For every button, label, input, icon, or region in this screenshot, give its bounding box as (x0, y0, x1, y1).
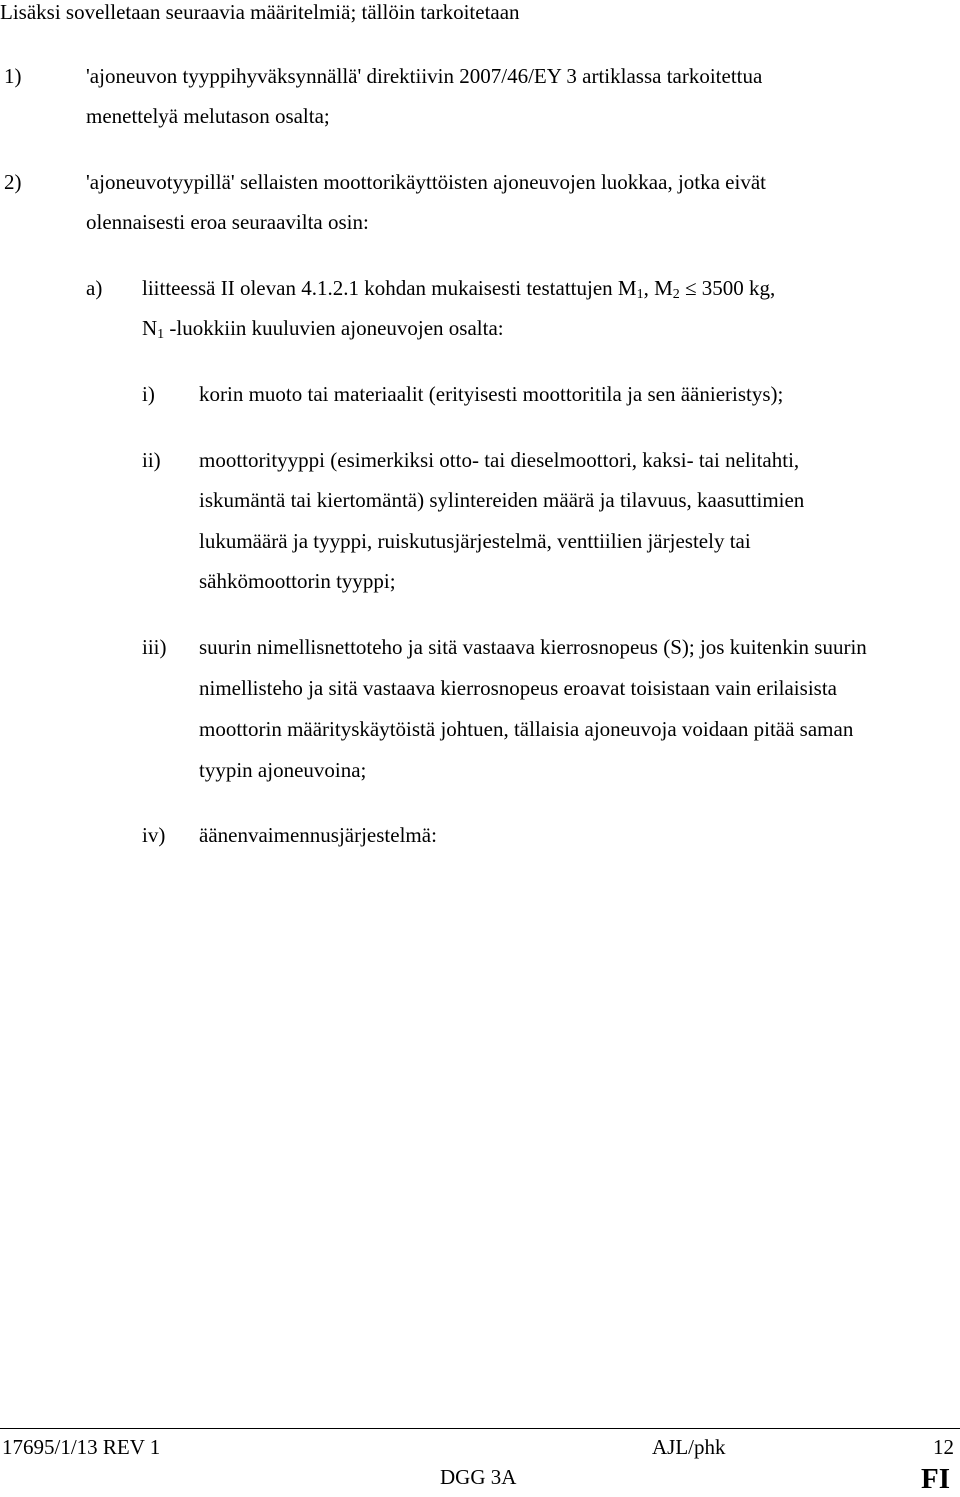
item-1-number: 1) (4, 64, 22, 88)
subitem-a-line-1 (142, 278, 775, 302)
footer-divider (0, 1428, 960, 1429)
subscript-3: 1 (157, 327, 165, 342)
subscript-1: 1 (636, 287, 644, 302)
point-ii-line-3: lukumäärä ja tyyppi, ruiskutusjärjestelmä, venttiilien järjestely tai (199, 529, 751, 553)
subitem-a-line-2 (142, 318, 504, 342)
item-2-line-2: olennaisesti eroa seuraavilta osin: (86, 210, 369, 234)
point-i-line-1: korin muoto tai materiaalit (erityisesti moottoritila ja sen äänieristys); (199, 382, 784, 406)
intro-paragraph: Lisäksi sovelletaan seuraavia määritelmiä; tällöin tarkoitetaan (0, 0, 520, 24)
point-ii-line-1: moottorityyppi (esimerkiksi otto- tai dieselmoottori, kaksi- tai nelitahti, (199, 448, 800, 472)
point-iii-line-2: nimellisteho ja sitä vastaava kierrosnopeus eroavat toisistaan vain erilaisista (199, 676, 837, 700)
footer-language: FI (921, 1463, 950, 1495)
point-iv-line-1: äänenvaimennusjärjestelmä: (199, 823, 437, 847)
subitem-a-letter: a) (86, 276, 103, 300)
point-iv-numeral: iv) (142, 823, 166, 847)
subitem-a-text-4: N (142, 316, 158, 340)
subitem-a-text-3: ≤ 3500 kg, (679, 276, 776, 300)
point-ii-line-4: sähkömoottorin tyyppi; (199, 569, 396, 593)
item-1-line-2: menettelyä melutason osalta; (86, 104, 330, 128)
subitem-a-text-5: -luokkiin kuuluvien ajoneuvojen osalta: (164, 316, 504, 340)
point-iii-line-4: tyypin ajoneuvoina; (199, 758, 367, 782)
subitem-a-text-2: , M (643, 276, 673, 300)
point-ii-numeral: ii) (142, 448, 161, 472)
item-2-number: 2) (4, 170, 22, 194)
subitem-a-text-1: liitteessä II olevan 4.1.2.1 kohdan mukaisesti testattujen M (142, 276, 637, 300)
item-2-line-1: 'ajoneuvotyypillä' sellaisten moottorikäyttöisten ajoneuvojen luokkaa, jotka eivät (86, 170, 766, 194)
point-ii-line-2: iskumäntä tai kiertomäntä) sylintereiden määrä ja tilavuus, kaasuttimien (199, 488, 805, 512)
point-iii-line-1: suurin nimellisnettoteho ja sitä vastaava kierrosnopeus (S); jos kuitenkin suurin (199, 635, 867, 659)
footer-page-number: 12 (933, 1435, 954, 1459)
footer-initials: AJL/phk (652, 1435, 726, 1459)
point-i-numeral: i) (142, 382, 155, 406)
point-iii-numeral: iii) (142, 635, 167, 659)
footer-dg: DGG 3A (440, 1465, 517, 1489)
point-iii-line-3: moottorin määrityskäytöistä johtuen, tällaisia ajoneuvoja voidaan pitää saman (199, 717, 854, 741)
subscript-2: 2 (672, 287, 680, 302)
footer-doc-ref: 17695/1/13 REV 1 (2, 1435, 161, 1459)
item-1-line-1: 'ajoneuvon tyyppihyväksynnällä' direktiivin 2007/46/EY 3 artiklassa tarkoitettua (86, 64, 763, 88)
